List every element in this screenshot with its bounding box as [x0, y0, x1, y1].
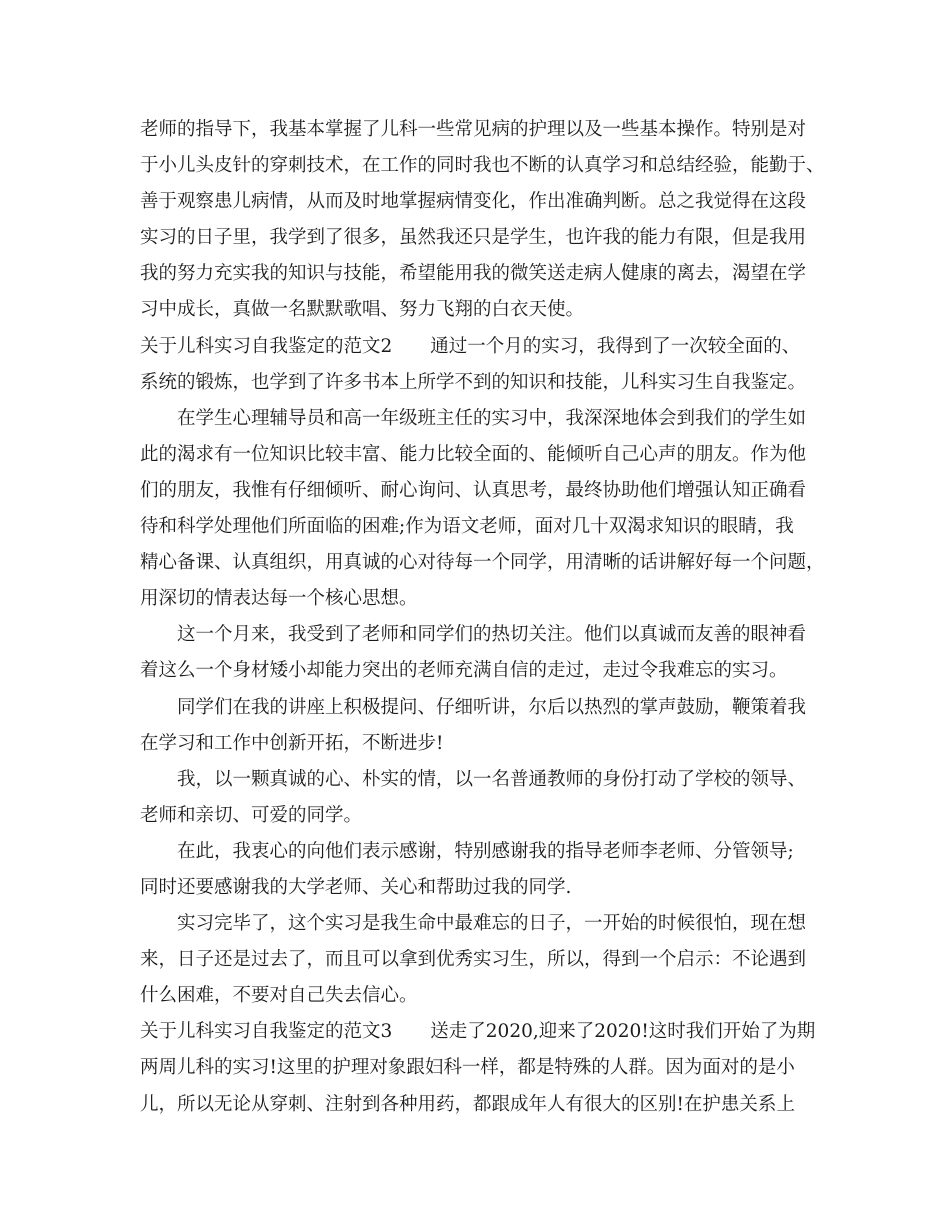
- paragraph-line: 们的朋友，我惟有仔细倾听、耐心询问、认真思考，最终协助他们增强认知正确看: [140, 479, 807, 501]
- paragraph-line: 精心备课、认真组织，用真诚的心对待每一个同学，用清晰的话讲解好每一个问题，: [140, 552, 825, 574]
- paragraph-line: 用深切的情表达每一个核心思想。: [140, 588, 418, 610]
- section-3-heading: 关于儿科实习自我鉴定的范文3: [140, 1021, 393, 1043]
- paragraph-line: 这一个月来，我受到了老师和同学们的热切关注。他们以真诚而友善的眼神看: [177, 624, 807, 646]
- paragraph-line: 同时还要感谢我的大学老师、关心和帮助过我的同学.: [140, 876, 572, 898]
- text-line: 老师的指导下，我基本掌握了儿科一些常见病的护理以及一些基本操作。特别是对: [140, 119, 807, 140]
- text-line: 习中成长，真做一名默默歌唱、努力飞翔的白衣天使。: [140, 299, 585, 321]
- text-line: 于小儿头皮针的穿刺技术，在工作的同时我也不断的认真学习和总结经验，能勤于、: [140, 155, 825, 177]
- text-line: 实习的日子里，我学到了很多，虽然我还只是学生，也许我的能力有限，但是我用: [140, 227, 807, 249]
- paragraph-line: 老师和亲切、可爱的同学。: [140, 804, 363, 826]
- paragraph-line: 在学习和工作中创新开拓，不断进步!: [140, 732, 444, 754]
- paragraph-line: 待和科学处理他们所面临的困难;作为语文老师，面对几十双渴求知识的眼睛，我: [140, 516, 794, 538]
- document-body: [140, 112, 830, 1123]
- paragraph-line: 实习完毕了，这个实习是我生命中最难忘的日子，一开始的时候很怕，现在想: [177, 913, 807, 935]
- text-line: 儿，所以无论从穿刺、注射到各种用药，都跟成年人有很大的区别!在护患关系上: [140, 1093, 795, 1115]
- paragraph-line: 在学生心理辅导员和高一年级班主任的实习中，我深深地体会到我们的学生如: [177, 407, 807, 429]
- section-3-first-line: [140, 1014, 830, 1050]
- text-line: 两周儿科的实习!这里的护理对象跟妇科一样，都是特殊的人群。因为面对的是小: [140, 1057, 795, 1079]
- paragraph-line: 在此，我衷心的向他们表示感谢，特别感谢我的指导老师李老师、分管领导;: [177, 840, 794, 862]
- paragraph-line: 同学们在我的讲座上积极提问、仔细听讲，尔后以热烈的掌声鼓励，鞭策着我: [177, 696, 807, 718]
- section-3-intro: 送走了2020,迎来了2020!这时我们开始了为期: [430, 1021, 816, 1043]
- section-2-first-line: [140, 329, 830, 365]
- text-line: 系统的锻炼，也学到了许多书本上所学不到的知识和技能，儿科实习生自我鉴定。: [140, 371, 807, 393]
- paragraph-line: 此的渴求有一位知识比较丰富、能力比较全面的、能倾听自己心声的朋友。作为他: [140, 443, 807, 465]
- section-2-intro: 通过一个月的实习，我得到了一次较全面的、: [430, 335, 801, 357]
- paragraph-line: 什么困难，不要对自己失去信心。: [140, 985, 418, 1007]
- paragraph-line: 着这么一个身材矮小却能力突出的老师充满自信的走过，走过令我难忘的实习。: [140, 660, 788, 682]
- section-2-heading: 关于儿科实习自我鉴定的范文2: [140, 335, 393, 357]
- text-line: 善于观察患儿病情，从而及时地掌握病情变化，作出准确判断。总之我觉得在这段: [140, 191, 807, 213]
- text-line: 我的努力充实我的知识与技能，希望能用我的微笑送走病人健康的离去，渴望在学: [140, 263, 807, 285]
- paragraph-line: 我，以一颗真诚的心、朴实的情，以一名普通教师的身份打动了学校的领导、: [177, 768, 807, 790]
- paragraph-line: 来，日子还是过去了，而且可以拿到优秀实习生，所以，得到一个启示：不论遇到: [140, 949, 807, 971]
